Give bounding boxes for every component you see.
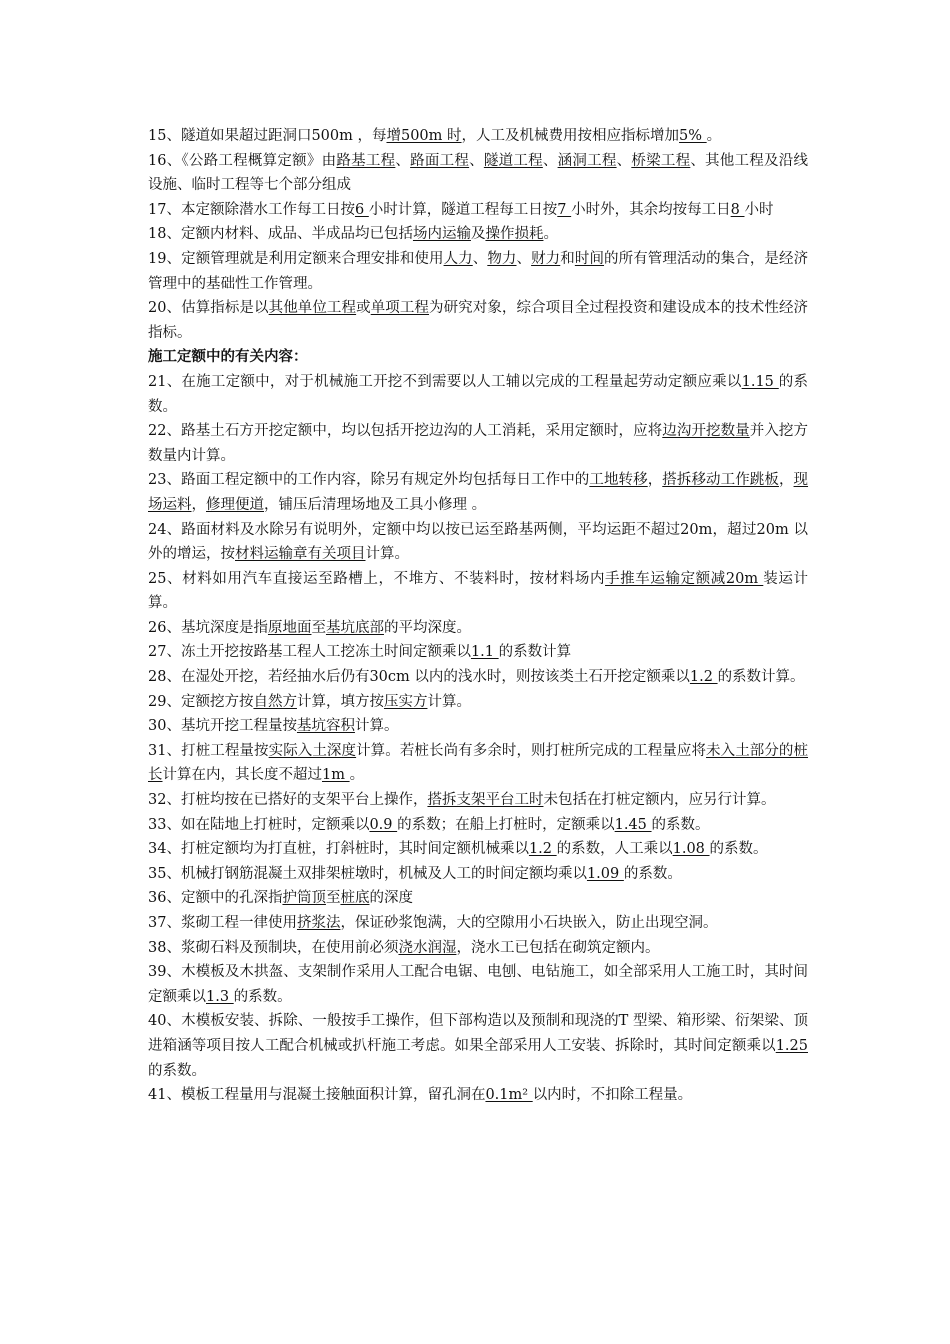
- text-run: 至: [311, 619, 326, 636]
- answer-blank: 工地转移: [589, 472, 648, 489]
- text-run: ，浇水工已包括在砌筑定额内。: [456, 939, 660, 956]
- text-run: 39、木模板及木拱盔、支架制作采用人工配合电锯、电刨、电钻施工，如全部采用人工施工时，其时间定额乘以: [148, 964, 808, 1005]
- answer-blank: 隧道工程: [483, 152, 543, 169]
- text-run: 至: [325, 890, 341, 907]
- answer-blank: 5%: [679, 128, 707, 144]
- answer-blank: 搭拆支架平台工时: [427, 792, 544, 809]
- answer-blank: 0.1m²: [485, 1087, 533, 1104]
- text-run: 未包括在打桩定额内，应另行计算。: [543, 792, 776, 809]
- text-run: ，: [778, 472, 794, 489]
- text-run: 为研究对象，综合项目全过程投资和建设成本的技术性经济指标。: [148, 300, 809, 341]
- answer-blank: 0.9: [369, 816, 398, 833]
- text-run: 的系数；在船上打桩时，定额乘以: [397, 816, 615, 833]
- question-item: [148, 149, 808, 198]
- text-run: 31、打桩工程量按: [148, 742, 269, 759]
- question-item: [148, 468, 808, 517]
- answer-blank: 1.1: [470, 644, 499, 661]
- answer-blank: 路基工程: [336, 152, 396, 169]
- answer-blank: 涵洞工程: [557, 152, 617, 169]
- text-run: 26、基坑深度是指: [148, 619, 268, 636]
- answer-blank: 搭拆移动工作跳板: [662, 472, 779, 489]
- answer-blank: 压实方: [383, 693, 428, 710]
- question-item: [148, 788, 808, 813]
- question-item: [148, 640, 808, 665]
- answer-blank: 1.3: [206, 988, 234, 1005]
- text-run: 16、《公路工程概算定额》由: [148, 152, 337, 169]
- text-run: 的平均深度。: [383, 619, 471, 636]
- answer-blank: 1.09: [586, 865, 624, 882]
- answer-blank: 1.25: [775, 1037, 808, 1054]
- text-run: 小时计算，隧道工程每工日按: [368, 201, 558, 218]
- question-item: [148, 936, 808, 961]
- answer-blank: 浇水润湿: [398, 939, 457, 956]
- question-item: [148, 739, 808, 788]
- text-run: 计算在内，其长度不超过: [162, 767, 322, 784]
- text-run: 。: [349, 767, 365, 784]
- text-run: 25、材料如用汽车直接运至路槽上，不堆方、不装料时，按材料场内: [148, 570, 606, 587]
- text-run: 的系数计算。: [717, 669, 805, 686]
- answer-blank: 1.15: [741, 373, 779, 390]
- text-run: 的系数。: [623, 865, 682, 882]
- text-run: 计算。: [427, 693, 471, 710]
- question-item: [148, 567, 808, 616]
- text-run: 施工定额中的有关内容：: [148, 348, 308, 366]
- text-run: ，: [647, 472, 663, 489]
- answer-blank: 6: [354, 201, 369, 218]
- answer-blank: 原地面: [267, 619, 312, 636]
- text-run: 、: [395, 152, 411, 169]
- answer-blank: 基坑底部: [325, 619, 384, 636]
- text-run: 19、定额管理就是利用定额来合理安排和使用: [148, 250, 444, 267]
- text-run: 27、冻土开挖按路基工程人工挖冻土时间定额乘以: [148, 644, 471, 661]
- question-item: [148, 1009, 808, 1083]
- answer-blank: 挤浆法: [296, 915, 341, 931]
- text-run: 装运计算。: [148, 570, 809, 612]
- text-run: 及: [470, 226, 486, 243]
- text-run: 28、在湿处开挖，若经抽水后仍有30cm 以内的浅水时，则按该类土石开挖定额乘以: [148, 669, 690, 686]
- answer-blank: 1.45: [614, 816, 652, 833]
- answer-blank: 修理便道: [206, 496, 264, 513]
- answer-blank: 未入土部分的桩长: [148, 742, 809, 784]
- text-run: 、: [469, 152, 484, 169]
- text-run: 小时: [744, 201, 774, 218]
- answer-blank: 8: [730, 201, 745, 218]
- section-heading: [148, 345, 808, 370]
- answer-blank: 实际入土深度: [268, 742, 357, 759]
- answer-blank: 护筒顶: [282, 890, 326, 907]
- text-run: 20、估算指标是以: [148, 300, 269, 317]
- text-run: ，保证砂浆饱满，大的空隙用小石块嵌入，防止出现空洞。: [340, 915, 718, 931]
- text-run: 29、定额挖方按: [148, 693, 254, 710]
- text-run: 的系数。: [651, 816, 710, 833]
- text-run: 32、打桩均按在已搭好的支架平台上操作，: [148, 792, 428, 809]
- text-run: 并入挖方数量内计算。: [148, 423, 809, 464]
- answer-blank: 边沟开挖数量: [662, 423, 750, 440]
- text-run: 15、隧道如果超过距洞口500m ，每: [148, 128, 387, 144]
- answer-blank: 其他单位工程: [268, 300, 357, 317]
- text-run: 36、定额中的孔深指: [148, 890, 283, 907]
- text-run: 的所有管理活动的集合，是经济管理中的基础性工作管理。: [148, 250, 809, 292]
- answer-blank: 1.08: [672, 841, 710, 858]
- text-run: 、: [542, 152, 558, 169]
- answer-blank: 场内运输: [412, 226, 471, 243]
- text-run: 小时外，其余均按每工日: [571, 201, 731, 218]
- answer-blank: 7: [557, 201, 572, 218]
- answer-blank: 自然方: [253, 693, 297, 710]
- question-item: [148, 690, 808, 715]
- text-run: 24、路面材料及水除另有说明外，定额中均以按已运至路基两侧，平均运距不超过20m，超过20m 以外的增运，按: [148, 521, 808, 563]
- text-run: 。: [706, 128, 722, 144]
- text-run: 21、在施工定额中，对于机械施工开挖不到需要以人工辅以完成的工程量起劳动定额应乘以: [148, 373, 742, 390]
- question-item: [148, 813, 808, 838]
- text-run: 和: [560, 250, 575, 267]
- question-item: [148, 518, 808, 567]
- question-item: [148, 862, 808, 887]
- text-run: 的系数，人工乘以: [556, 841, 673, 858]
- question-item: [148, 296, 808, 345]
- text-run: 34、打桩定额均为打直桩，打斜桩时，其时间定额机械乘以: [148, 841, 529, 858]
- question-item: [148, 837, 808, 862]
- answer-blank: 桥梁工程: [631, 152, 691, 169]
- question-item: [148, 1083, 808, 1108]
- question-item: [148, 222, 808, 247]
- question-item: [148, 616, 808, 641]
- text-run: 38、浆砌石料及预制块，在使用前必须: [148, 939, 399, 956]
- question-item: [148, 247, 808, 296]
- text-run: ，人工及机械费用按相应指标增加: [461, 128, 680, 144]
- question-item: [148, 124, 808, 149]
- answer-blank: 1m: [322, 767, 350, 784]
- text-run: 的系数。: [148, 1062, 206, 1079]
- question-item: [148, 911, 808, 936]
- text-run: 的系数。: [709, 841, 768, 858]
- text-run: 。: [543, 226, 558, 243]
- question-item: [148, 419, 808, 468]
- text-run: 33、如在陆地上打桩时，定额乘以: [148, 816, 370, 833]
- answer-blank: 增500m 时: [386, 128, 462, 144]
- text-run: 30、基坑开挖工程量按: [148, 718, 297, 735]
- answer-blank: 操作损耗: [485, 226, 544, 243]
- text-run: 、: [616, 152, 632, 169]
- answer-blank: 人力: [443, 250, 473, 267]
- text-run: 41、模板工程量用与混凝土接触面积计算，留孔洞在: [148, 1087, 486, 1104]
- text-run: 计算。若桩长尚有多余时，则打桩所完成的工程量应将: [356, 742, 707, 759]
- text-run: 40、木模板安装、拆除、一般按手工操作，但下部构造以及预制和现浇的T 型梁、箱形梁、衍架梁、顶进箱涵等项目按人工配合机械或扒杆施工考虑。如果全部采用人工安装、拆除时，其时间定额乘以: [148, 1013, 808, 1054]
- answer-blank: 路面工程: [410, 152, 470, 169]
- answer-blank: 现场运料: [148, 472, 809, 513]
- text-run: 的系数计算: [498, 644, 572, 661]
- text-run: 、: [516, 250, 532, 267]
- text-run: ，铺压后清理场地及工具小修理 。: [264, 496, 487, 513]
- text-run: 、: [472, 250, 488, 267]
- text-run: 35、机械打钢筋混凝土双排架桩墩时，机械及人工的时间定额均乘以: [148, 865, 587, 882]
- question-item: [148, 665, 808, 690]
- text-run: 计算。: [354, 718, 399, 735]
- question-item: [148, 886, 808, 911]
- text-run: 37、浆砌工程一律使用: [148, 915, 297, 931]
- text-run: ，: [191, 496, 206, 513]
- answer-blank: 时间: [574, 250, 605, 267]
- text-run: 23、路面工程定额中的工作内容，除另有规定外均包括每日工作中的: [148, 472, 590, 489]
- answer-blank: 物力: [487, 250, 517, 267]
- question-item: [148, 198, 808, 223]
- answer-blank: 财力: [531, 250, 561, 267]
- answer-blank: 基坑容积: [296, 718, 355, 735]
- question-item: [148, 370, 808, 419]
- question-item: [148, 714, 808, 739]
- text-run: 的深度: [369, 890, 413, 907]
- answer-blank: 1.2: [528, 841, 557, 858]
- text-run: 或: [356, 300, 371, 317]
- text-run: 的系数。: [148, 373, 808, 415]
- answer-blank: 1.2: [689, 669, 718, 686]
- answer-blank: 单项工程: [370, 300, 430, 317]
- answer-blank: 手推车运输定额减20m: [605, 570, 764, 587]
- answer-blank: 材料运输章有关项目: [235, 546, 366, 563]
- text-run: 的系数。: [233, 988, 292, 1005]
- text-run: 、其他工程及沿线设施、临时工程等七个部分组成: [148, 152, 809, 194]
- answer-blank: 桩底: [340, 890, 370, 907]
- text-run: 22、路基土石方开挖定额中，均以包括开挖边沟的人工消耗，采用定额时，应将: [148, 423, 663, 440]
- question-item: [148, 960, 808, 1009]
- text-run: 计算。: [365, 546, 409, 563]
- document-body: [148, 124, 808, 1108]
- text-run: 17、本定额除潜水工作每工日按: [148, 201, 355, 218]
- text-run: 计算，填方按: [296, 693, 384, 710]
- text-run: 以内时，不扣除工程量。: [532, 1087, 693, 1104]
- text-run: 18、定额内材料、成品、半成品均已包括: [148, 226, 413, 243]
